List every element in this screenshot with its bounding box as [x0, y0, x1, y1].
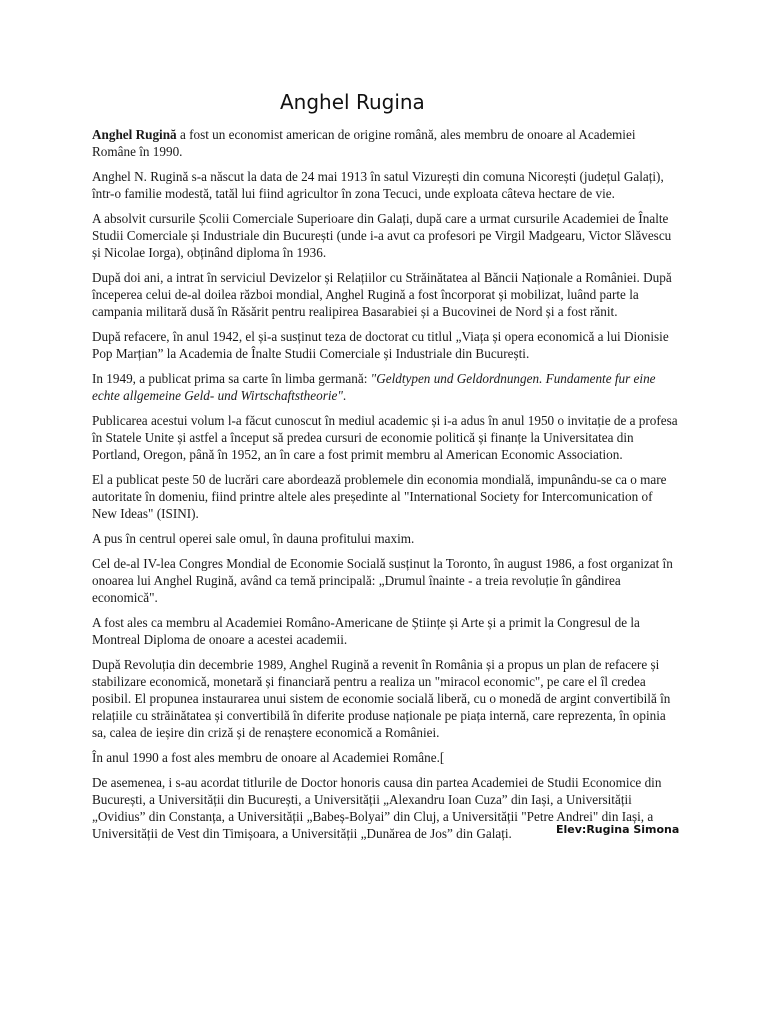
paragraph-return-romania: După Revoluția din decembrie 1989, Anghel Rugină a revenit în România și a propus un plan de refacere și stabilizare economică, monetară și financiară pentru a realiza un "miracol economic", pe care el îl credea posibil. El propunea instaurarea unui sistem de economie socială liberă, cu o monedă de argint convertibilă în relațiile cu străinătatea și convertibilă în diferite produse naționale pe piața internă, care reprezenta, în opinia sa, calea de ieșire din criză și de renaștere economică a României. [92, 657, 671, 740]
subject-name: Anghel Rugină [92, 127, 177, 142]
author-signature: Elev:Rugina Simona [556, 823, 680, 836]
paragraph-intro [92, 126, 680, 160]
paragraph-publications: El a publicat peste 50 de lucrări care abordează problemele din economia mondială, impunându-se ca o mare autoritate în domeniu, fiind printre altele ales președinte al "International Society for Intercomunication of New Ideas" (ISINI). [92, 472, 667, 521]
paragraph-academy-membership: A fost ales ca membru al Academiei Româno-Americane de Științe și Arte și a primit la Congresul de la Montreal Diploma de onoare a acestei academii. [92, 615, 640, 647]
paragraph-intro-text: a fost un economist american de origine română, ales membru de onoare al Academiei Române în 1990. [92, 127, 636, 159]
paragraph-doctorate: După refacere, în anul 1942, el și-a susținut teza de doctorat cu titlul „Viața și opera economică a lui Dionisie Pop Marțian” la Academia de Înalte Studii Comerciale și Industriale din București. [92, 329, 669, 361]
book-title: "Geldtypen und Geldordnungen. Fundamente fur eine echte allgemeine Geld- und Wirtschaftstheorie" [92, 371, 656, 403]
paragraph-first-book [92, 370, 680, 404]
paragraph-birth: Anghel N. Rugină s-a născut la data de 24 mai 1913 în satul Vizurești din comuna Nicorești (județul Galați), într-o familie modestă, tatăl lui fiind agricultor în zona Tecuci, unde exploata câteva hectare de vie. [92, 169, 664, 201]
paragraph-honorary-member: În anul 1990 a fost ales membru de onoare al Academiei Române.[ [92, 750, 445, 765]
paragraph-career-start: După doi ani, a intrat în serviciul Devizelor și Relațiilor cu Străinătatea al Băncii Naționale a României. După începerea celui de-al doilea război mondial, Anghel Rugină a fost încorporat și mobilizat, luând parte la campania militară dusă în Răsărit pentru realipirea Basarabiei și a Bucovinei de Nord și a fost rănit. [92, 270, 672, 319]
paragraph-first-book-text-1: In 1949, a publicat prima sa carte în limba germană: [92, 371, 371, 386]
paragraph-us-career: Publicarea acestui volum l-a făcut cunoscut în mediul academic și i-a adus în anul 1950 o invitație de a profesa în Statele Unite și astfel a început să predea cursuri de economie politică și finanțe la Universitatea din Portland, Oregon, până în 1952, an în care a fost primit membru al American Economic Association. [92, 413, 678, 462]
document-body [92, 126, 680, 850]
paragraph-congress: Cel de-al IV-lea Congres Mondial de Economie Socială susținut la Toronto, în august 1986, a fost organizat în onoarea lui Anghel Rugină, având ca temă principală: „Drumul înainte - a treia revoluție în gândirea economică". [92, 556, 673, 605]
paragraph-education-text-2: ), obținând diploma în 1936. [175, 245, 327, 260]
paragraph-education-text-1: A absolvit cursurile Școlii Comerciale Superioare din Galați, după care a urmat cursurile Academiei de Înalte Studii Comerciale și Industriale din București (unde i-a avut ca profesori pe [92, 211, 669, 243]
paragraph-philosophy: A pus în centrul operei sale omul, în dauna profitului maxim. [92, 531, 415, 546]
document-title: Anghel Rugina [280, 90, 425, 114]
paragraph-first-book-text-2: . [342, 388, 347, 403]
paragraph-education [92, 210, 680, 261]
paragraph-honoris-causa: De asemenea, i s-au acordat titlurile de Doctor honoris causa din partea Academiei de Studii Economice din București, a Universității din București, a Universității „Alexandru Ioan Cuza” din Iași, a Universității „Ovidius” din Constanța, a Universității „Babeș-Bolyai” din Cluj, a Universității "Petre Andrei" din Iași, a Universității de Vest din Timișoara, a Universității „Dunărea de Jos” din Galați. [92, 775, 662, 841]
professor-names: Virgil Madgearu, Victor Slăvescu și Nicolae Iorga [92, 228, 672, 260]
